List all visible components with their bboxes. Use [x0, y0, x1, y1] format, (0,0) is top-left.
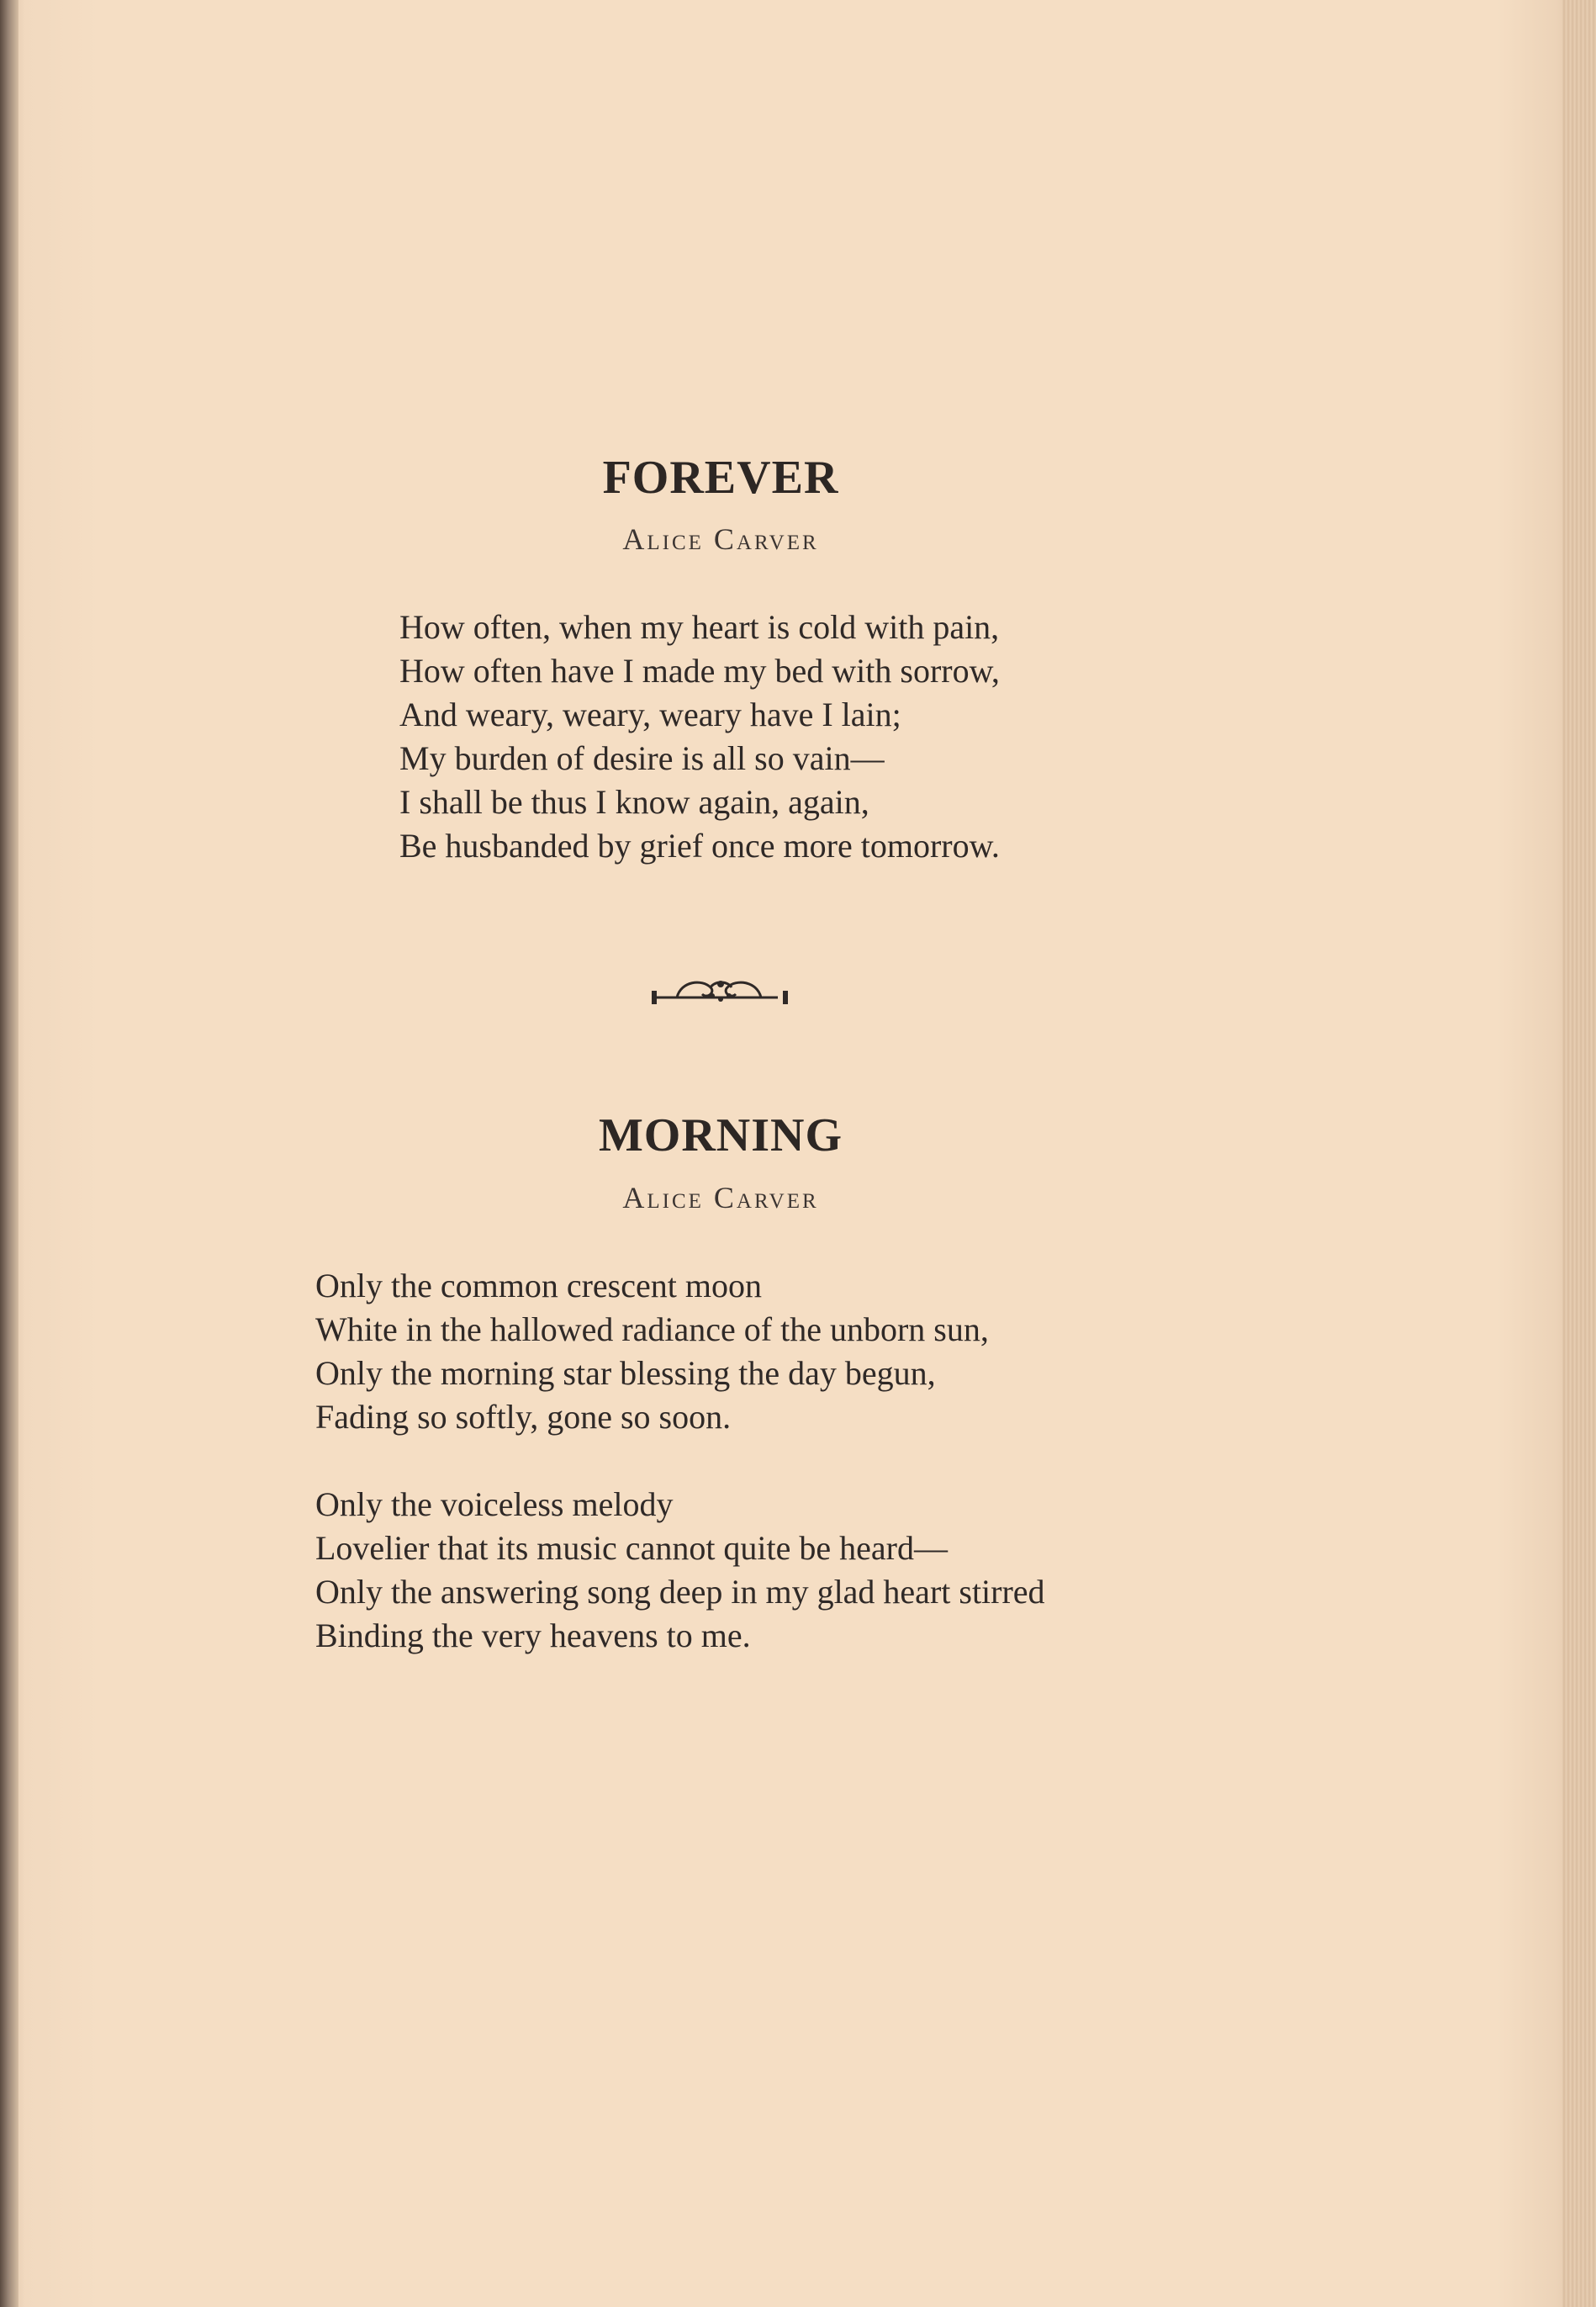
poem-line: How often, when my heart is cold with pain,	[399, 608, 1000, 646]
poem-line: White in the hallowed radiance of the unborn sun,	[315, 1310, 989, 1348]
poem-title-forever: FOREVER	[602, 452, 839, 504]
poem-line: Only the morning star blessing the day begun,	[315, 1354, 936, 1392]
page-stack-edge	[1562, 0, 1596, 2307]
poem-author-morning: Alice Carver	[622, 1181, 819, 1214]
decorative-scroll-ornament-icon	[652, 976, 790, 1009]
poem-body-forever	[399, 606, 1000, 868]
poem-line: Lovelier that its music cannot quite be heard—	[315, 1529, 948, 1567]
poem-line: Only the answering song deep in my glad heart stirred	[315, 1573, 1045, 1611]
poem-line: And weary, weary, weary have I lain;	[399, 696, 901, 733]
poem-line: Fading so softly, gone so soon.	[315, 1398, 732, 1436]
poem-body-morning	[315, 1264, 1045, 1658]
poem-line: My burden of desire is all so vain—	[399, 739, 885, 777]
poem-title-morning: MORNING	[598, 1109, 843, 1161]
poem-line: How often have I made my bed with sorrow,	[399, 652, 1000, 690]
poem-line: I shall be thus I know again, again,	[399, 783, 869, 821]
poem-line: Binding the very heavens to me.	[315, 1616, 751, 1654]
poem-line: Only the voiceless melody	[315, 1485, 674, 1523]
poem-line: Only the common crescent moon	[315, 1267, 762, 1304]
poem-line: Be husbanded by grief once more tomorrow.	[399, 827, 1000, 865]
stanza-break	[315, 1439, 1045, 1483]
poem-author-forever: Alice Carver	[622, 522, 819, 556]
